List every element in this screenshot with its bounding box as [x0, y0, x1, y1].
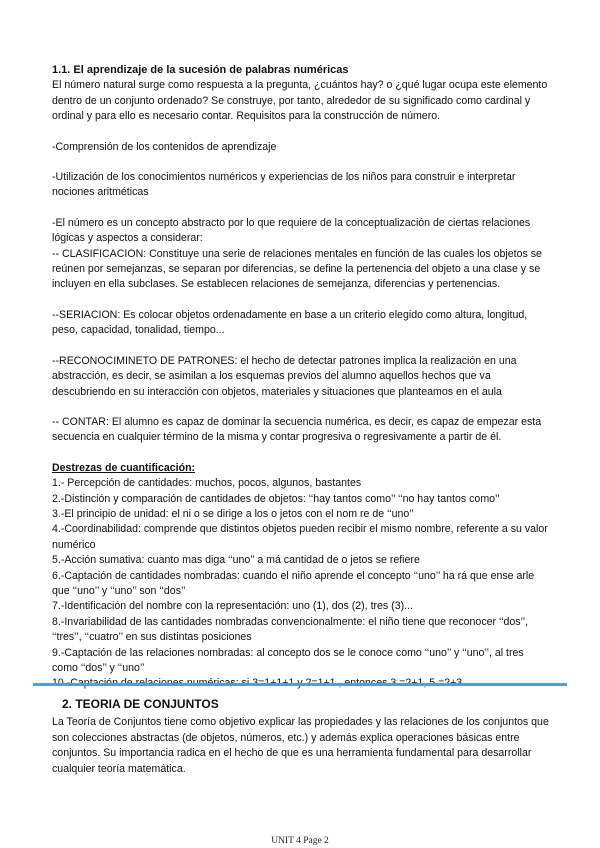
requirement-2: -Utilización de los conocimientos numéricos y experiencias de los niños para construir e interpretar nociones aritméticas [52, 171, 516, 199]
page-footer: UNIT 4 Page 2 [271, 836, 329, 846]
destreza-item: 4.-Coordinabilidad: comprende que distintos objetos pueden recibir el mismo nombre, referente a su valor numérico [52, 523, 548, 551]
destreza-item: 1.- Percepción de cantidades: muchos, pocos, algunos, bastantes [52, 477, 362, 490]
destreza-item: 7.-Identificación del nombre con la representación: uno (1), dos (2), tres (3)... [52, 600, 413, 613]
destreza-item: 5.-Acción sumativa: cuanto mas diga ‘‘uno’’ a má cantidad de o jetos se refiere [52, 554, 420, 567]
destreza-item: 2.-Distinción y comparación de cantidades de objetos: ‘‘hay tantos como’’ ‘‘no hay tantos como’’ [52, 492, 500, 505]
section-1 [52, 63, 552, 692]
requirement-3: -El número es un concepto abstracto por lo que requiere de la conceptualización de ciertas relaciones lógicas y aspectos a considerar: [52, 216, 531, 245]
section-2-heading: 2. TEORIA DE CONJUNTOS [62, 697, 219, 711]
intro-paragraph: El número natural surge como respuesta a la pregunta, ¿cuántos hay? o ¿qué lugar ocupa este elemento dentro de un conjunto ordenado? Se construye, por tanto, alrededor de su significado como cardinal y ordinal y para ello es necesario contar. Requisitos para la construcción de número. [52, 79, 548, 123]
contar-paragraph: -- CONTAR: El alumno es capaz de dominar la secuencia numérica, es decir, es capaz de empezar esta secuencia en cualquier término de la misma y contar progresiva o regresivamente a partir de él. [52, 415, 542, 444]
destreza-item: 8.-Invariabilidad de las cantidades nombradas convencionalmente: el niño tiene que reconocer ‘‘dos’’, ‘‘tres’’, ‘‘cuatro’’ en sus distintas posiciones [52, 615, 529, 644]
section-heading: 1.1. El aprendizaje de la sucesión de palabras numéricas [52, 64, 349, 76]
section-divider [33, 683, 567, 686]
destreza-item: 9.-Captación de las relaciones nombradas: al concepto dos se le conoce como ‘‘uno’’ y ‘‘uno’’, al tres como ‘‘dos’’ y ‘‘uno’’ [52, 646, 524, 674]
clasificacion-paragraph: -- CLASIFICACION: Constituye una serie de relaciones mentales en función de las cuales los objetos se reúnen por semejanzas, se separan por diferencias, se define la pertenencia del objeto a una clase y se incluyen en ella subclases. Se establecen relaciones de semejanza, diferencias y pertenencias. [52, 247, 542, 291]
section-2 [52, 697, 552, 777]
destreza-item: 3.-El principio de unidad: el ni o se dirige a los o jetos con el nom re de ‘‘uno’’ [52, 507, 414, 520]
patrones-paragraph: --RECONOCIMINETO DE PATRONES: el hecho de detectar patrones implica la realización en una abstracción, es decir, se asimilan a los esquemas previos del alumno aquellos hechos que va descubriendo en su interacción con objetos, materiales y situaciones que planteamos en el aula [52, 354, 517, 398]
seriacion-paragraph: --SERIACION: Es colocar objetos ordenadamente en base a un criterio elegido como altura, longitud, peso, capacidad, tonalidad, tiempo... [52, 308, 528, 337]
requirement-1: -Comprensión de los contenidos de aprendizaje [52, 140, 277, 153]
destrezas-title: Destrezas de cuantificación: [52, 461, 196, 474]
destreza-item: 6.-Captación de cantidades nombradas: cuando el niño aprende el concepto ‘‘uno’’ ha rá que ense arle que ‘‘uno’’ y ‘‘uno’’ son ‘‘dos’’ [52, 569, 535, 597]
destrezas-list [52, 476, 552, 692]
section-2-body: La Teoría de Conjuntos tiene como objetivo explicar las propiedades y las relaciones de los conjuntos que son colecciones abstractas (de objetos, números, etc.) y además explica operaciones básicas entre conjuntos. Su importancia radica en el hecho de que es una herramienta fundamental para desarrollar cualquier teoría matemática. [52, 716, 549, 775]
